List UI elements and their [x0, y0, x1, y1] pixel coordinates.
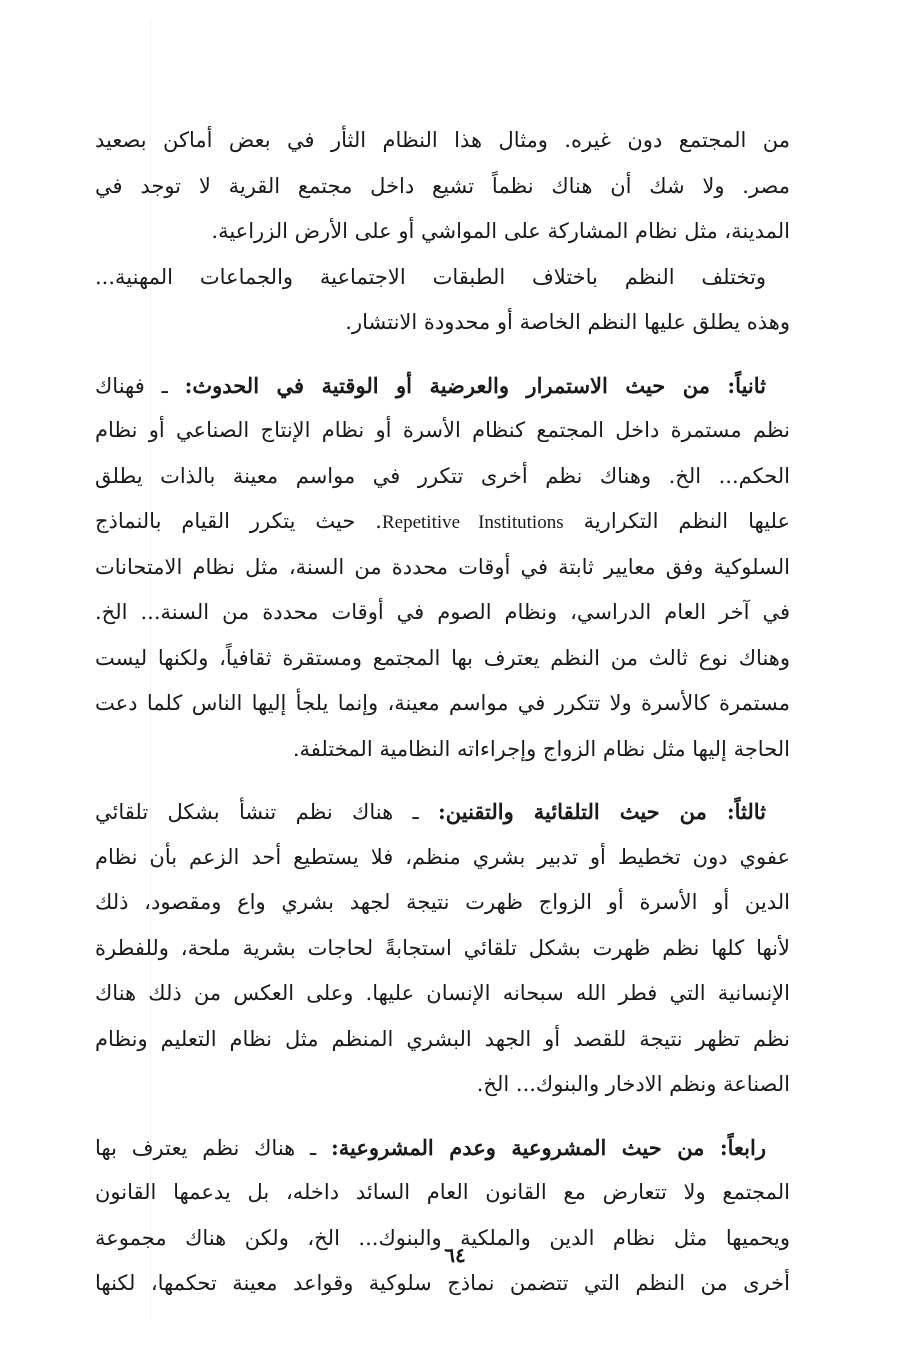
section-heading: رابعاً: من حيث المشروعية وعدم المشروعية: — [331, 1134, 766, 1160]
text-line: أخرى من النظم التي تتضمن نماذج سلوكية وقواعد معينة تحكمها، لكنها — [95, 1271, 790, 1295]
latin-term: Repetitive Institutions — [381, 512, 564, 533]
text-line: وهذه يطلق عليها النظم الخاصة أو محدودة الانتشار. — [345, 310, 790, 334]
text-line: مصر. ولا شك أن هناك نظماً تشيع داخل مجتمع القرية لا توجد في — [95, 173, 790, 198]
paragraph-1 — [95, 118, 790, 255]
heading-continuation: ـ فهناك — [95, 373, 185, 398]
text-line: وهناك نوع ثالث من النظم يعترف بها المجتمع ومستقرة ثقافياً، ولكنها ليست — [95, 645, 790, 670]
paragraph-2 — [95, 255, 790, 346]
text-line-with-term — [95, 499, 790, 545]
text-line: الصناعة ونظم الادخار والبنوك... الخ. — [476, 1072, 790, 1096]
text-fragment: عليها النظم التكرارية — [583, 509, 790, 533]
section-heading-line — [95, 363, 790, 409]
text-line: السلوكية وفق معايير ثابتة في أوقات محددة من السنة، مثل نظام الامتحانات — [95, 554, 790, 579]
section-fourth — [95, 1125, 790, 1307]
section-third — [95, 789, 790, 1108]
page-number: ٦٤ — [444, 1243, 466, 1267]
heading-continuation: ـ هناك نظم تنشأ بشكل تلقائي — [95, 800, 438, 824]
text-line: الحكم... الخ. وهناك نظم أخرى تتكرر في مواسم معينة بالذات يطلق — [95, 463, 790, 488]
section-heading: ثالثاً: من حيث التلقائية والتقنين: — [438, 799, 766, 824]
text-line: في آخر العام الدراسي، ونظام الصوم في أوقات محددة من السنة... الخ. — [95, 600, 790, 624]
text-line: مستمرة كالأسرة ولا تتكرر في مواسم معينة، وإنما يلجأ إليها الناس كلما دعت — [95, 691, 790, 715]
text-line: الحاجة إليها مثل نظام الزواج وإجراءاته النظامية المختلفة. — [292, 736, 790, 761]
heading-continuation: ـ هناك نظم يعترف بها — [95, 1135, 332, 1160]
text-line: الدين أو الأسرة أو الزواج ظهرت نتيجة لجهد بشري واع ومقصود، ذلك — [95, 890, 790, 914]
text-line: لأنها كلها نظم ظهرت بشكل تلقائي استجابةً لحاجات بشرية ملحة، وللفطرة — [95, 935, 790, 960]
text-line: وتختلف النظم باختلاف الطبقات الاجتماعية والجماعات المهنية... — [95, 264, 766, 289]
text-line: نظم مستمرة داخل المجتمع كنظام الأسرة أو نظام الإنتاج الصناعي أو نظام — [95, 418, 790, 442]
text-line: عفوي دون تخطيط أو تدبير بشري منظم، فلا يستطيع أحد الزعم بأن نظام — [95, 844, 790, 869]
text-line: من المجتمع دون غيره. ومثال هذا النظام الثأر في بعض أماكن بصعيد — [95, 128, 790, 152]
text-line: نظم تظهر نتيجة للقصد أو الجهد البشري المنظم مثل نظام التعليم ونظام — [95, 1026, 790, 1051]
text-line: المجتمع ولا تتعارض مع القانون العام السائد داخله، بل يدعمها القانون — [95, 1180, 790, 1204]
text-line: الإنسانية التي فطر الله سبحانه الإنسان عليها. وعلى العكس من ذلك هناك — [95, 981, 790, 1005]
section-heading-line — [95, 1125, 790, 1171]
page-body — [95, 118, 790, 1307]
section-second — [95, 363, 790, 773]
text-line: ويحميها مثل نظام الدين والملكية والبنوك... الخ، ولكن هناك مجموعة — [95, 1225, 790, 1250]
section-heading-line — [95, 789, 790, 835]
text-line: المدينة، مثل نظام المشاركة على المواشي أو على الأرض الزراعية. — [211, 219, 790, 243]
text-fragment: . حيث يتكرر القيام بالنماذج — [95, 509, 382, 533]
section-heading: ثانياً: من حيث الاستمرار والعرضية أو الوقتية في الحدوث: — [184, 372, 766, 398]
